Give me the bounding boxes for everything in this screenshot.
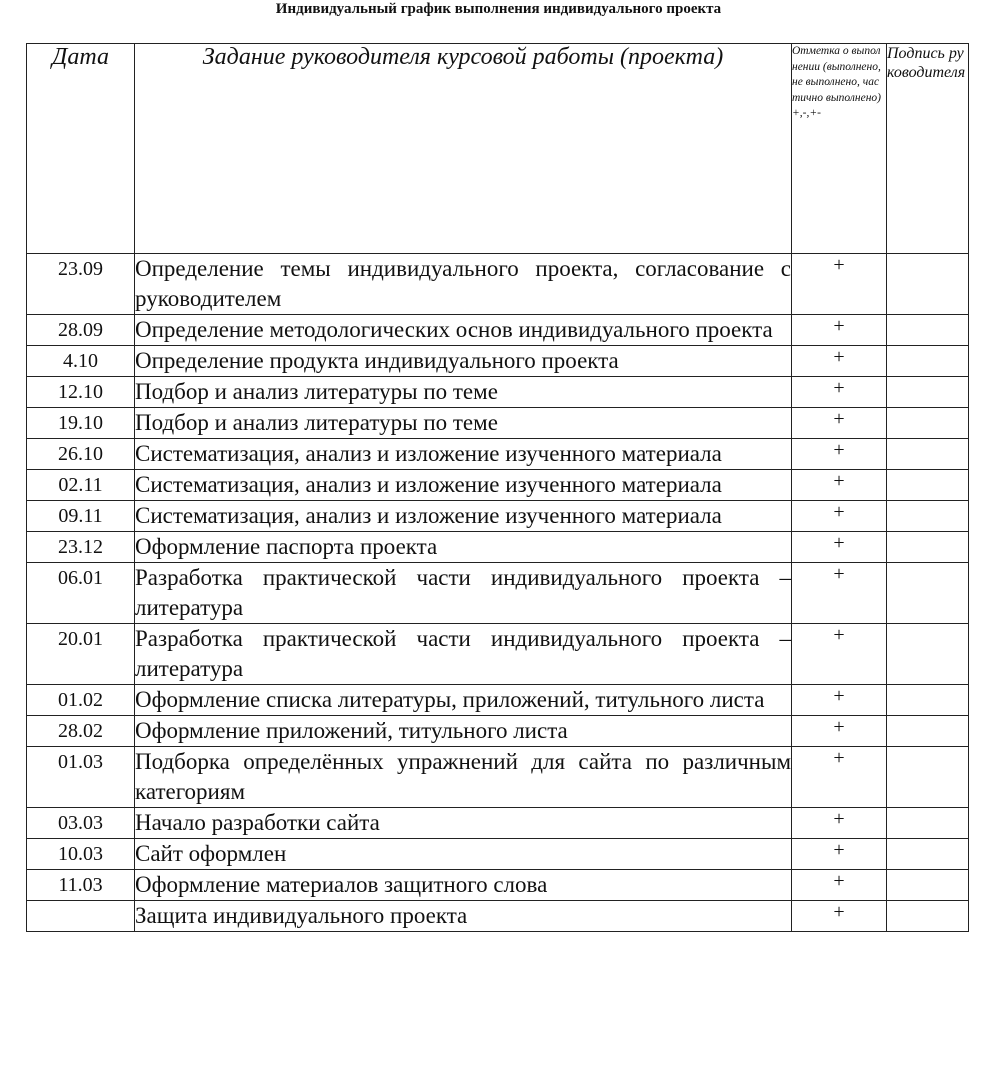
task-cell: Разработка практической части индивидуального проекта – литература — [135, 563, 792, 624]
mark-cell: + — [792, 747, 887, 808]
table-row — [27, 808, 969, 839]
mark-cell: + — [792, 870, 887, 901]
signature-cell — [887, 624, 969, 685]
header-signature: Подпись руководителя — [887, 44, 969, 254]
task-cell: Систематизация, анализ и изложение изученного материала — [135, 439, 792, 470]
table-row — [27, 685, 969, 716]
date-cell: 01.02 — [27, 685, 135, 716]
signature-cell — [887, 808, 969, 839]
task-cell: Определение методологических основ индивидуального проекта — [135, 315, 792, 346]
mark-cell: + — [792, 254, 887, 315]
date-cell: 26.10 — [27, 439, 135, 470]
signature-cell — [887, 439, 969, 470]
table-row — [27, 532, 969, 563]
table-row — [27, 501, 969, 532]
date-cell: 28.09 — [27, 315, 135, 346]
task-cell: Начало разработки сайта — [135, 808, 792, 839]
date-cell: 28.02 — [27, 716, 135, 747]
table-row — [27, 839, 969, 870]
table-row — [27, 563, 969, 624]
date-cell: 23.12 — [27, 532, 135, 563]
table-row — [27, 716, 969, 747]
date-cell: 09.11 — [27, 501, 135, 532]
header-task: Задание руководителя курсовой работы (проекта) — [135, 44, 792, 254]
task-cell: Оформление приложений, титульного листа — [135, 716, 792, 747]
mark-cell: + — [792, 346, 887, 377]
signature-cell — [887, 685, 969, 716]
table-row — [27, 870, 969, 901]
task-cell: Подбор и анализ литературы по теме — [135, 408, 792, 439]
mark-cell: + — [792, 532, 887, 563]
mark-cell: + — [792, 563, 887, 624]
mark-cell: + — [792, 439, 887, 470]
mark-cell: + — [792, 685, 887, 716]
mark-cell: + — [792, 501, 887, 532]
table-row — [27, 439, 969, 470]
task-cell: Защита индивидуального проекта — [135, 901, 792, 932]
mark-cell: + — [792, 377, 887, 408]
schedule-table — [26, 43, 969, 932]
signature-cell — [887, 470, 969, 501]
signature-cell — [887, 501, 969, 532]
date-cell: 06.01 — [27, 563, 135, 624]
task-cell: Подбор и анализ литературы по теме — [135, 377, 792, 408]
mark-cell: + — [792, 624, 887, 685]
signature-cell — [887, 532, 969, 563]
task-cell: Определение темы индивидуального проекта, согласование с руководителем — [135, 254, 792, 315]
signature-cell — [887, 254, 969, 315]
mark-cell: + — [792, 808, 887, 839]
table-row — [27, 254, 969, 315]
signature-cell — [887, 747, 969, 808]
task-cell: Систематизация, анализ и изложение изученного материала — [135, 501, 792, 532]
header-mark: Отметка о выполнении (выполнено, не выполнено, частично выполнено)+,-,+- — [792, 44, 887, 254]
signature-cell — [887, 377, 969, 408]
date-cell: 23.09 — [27, 254, 135, 315]
table-body — [27, 254, 969, 932]
date-cell: 12.10 — [27, 377, 135, 408]
task-cell: Подборка определённых упражнений для сайта по различным категориям — [135, 747, 792, 808]
table-row — [27, 901, 969, 932]
task-cell: Оформление материалов защитного слова — [135, 870, 792, 901]
signature-cell — [887, 315, 969, 346]
mark-cell: + — [792, 470, 887, 501]
document-title: Индивидуальный график выполнения индивидуального проекта — [275, 1, 722, 17]
mark-cell: + — [792, 408, 887, 439]
task-cell: Сайт оформлен — [135, 839, 792, 870]
task-cell: Систематизация, анализ и изложение изученного материала — [135, 470, 792, 501]
mark-cell: + — [792, 839, 887, 870]
mark-cell: + — [792, 716, 887, 747]
task-cell: Разработка практической части индивидуального проекта – литература — [135, 624, 792, 685]
task-cell: Оформление списка литературы, приложений, титульного листа — [135, 685, 792, 716]
signature-cell — [887, 870, 969, 901]
date-cell — [27, 901, 135, 932]
signature-cell — [887, 839, 969, 870]
table-row — [27, 408, 969, 439]
table-row — [27, 624, 969, 685]
signature-cell — [887, 563, 969, 624]
date-cell: 03.03 — [27, 808, 135, 839]
mark-cell: + — [792, 901, 887, 932]
signature-cell — [887, 408, 969, 439]
date-cell: 10.03 — [27, 839, 135, 870]
header-date: Дата — [27, 44, 135, 254]
task-cell: Определение продукта индивидуального проекта — [135, 346, 792, 377]
table-row — [27, 747, 969, 808]
signature-cell — [887, 346, 969, 377]
table-row — [27, 315, 969, 346]
date-cell: 11.03 — [27, 870, 135, 901]
date-cell: 02.11 — [27, 470, 135, 501]
table-row — [27, 470, 969, 501]
date-cell: 20.01 — [27, 624, 135, 685]
date-cell: 01.03 — [27, 747, 135, 808]
table-row — [27, 377, 969, 408]
task-cell: Оформление паспорта проекта — [135, 532, 792, 563]
header-row — [27, 44, 969, 254]
table-row — [27, 346, 969, 377]
mark-cell: + — [792, 315, 887, 346]
date-cell: 4.10 — [27, 346, 135, 377]
date-cell: 19.10 — [27, 408, 135, 439]
signature-cell — [887, 901, 969, 932]
signature-cell — [887, 716, 969, 747]
